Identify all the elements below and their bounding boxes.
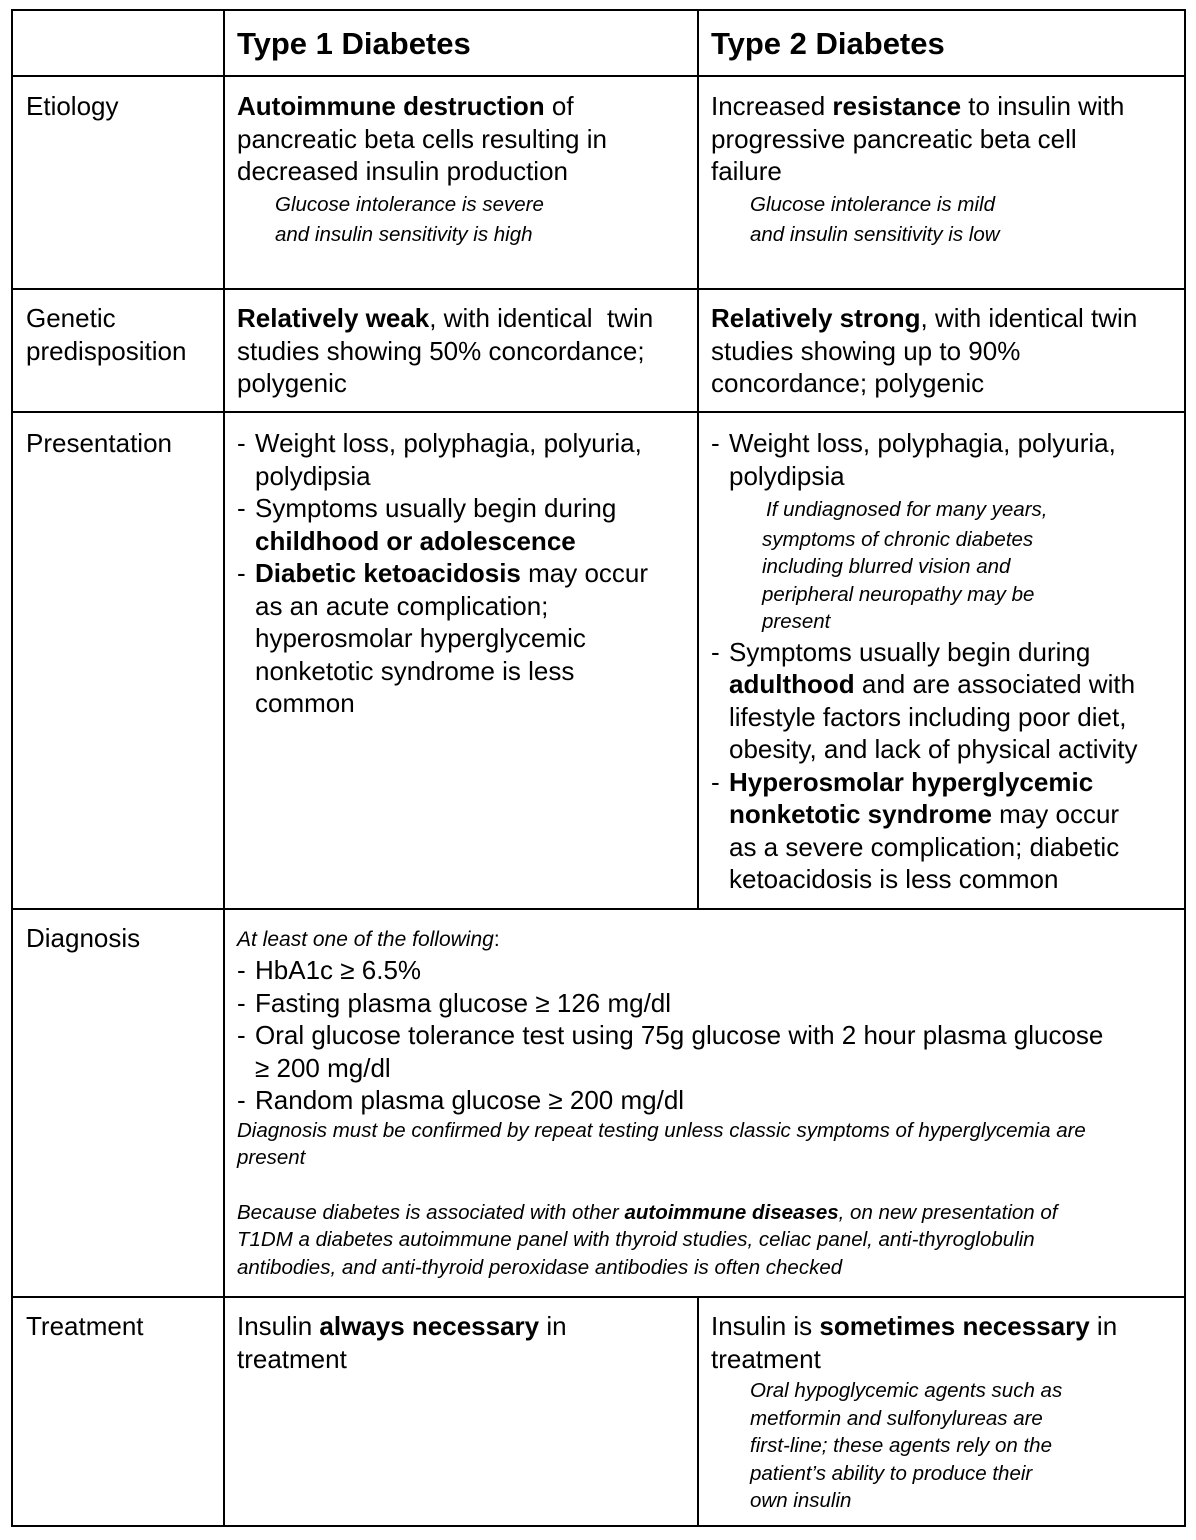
text-span: , with identical twin [429,303,654,333]
italic-note [237,191,687,249]
bold-term: Diabetic ketoacidosis [255,558,521,588]
genetic-label-line: predisposition [26,335,187,366]
italic-note [711,191,1181,249]
text-line [729,668,1181,701]
text-line: progressive pancreatic beta cell [711,123,1077,154]
text-line [237,302,687,335]
text-line: studies showing up to 90% [711,335,1021,366]
note-line: metformin and sulfonylureas are [750,1406,1043,1430]
diagnosis-content [237,926,1177,1281]
text-line: - Symptoms usually begin during [255,493,617,523]
header-type2 [711,24,945,64]
header-type1 [237,24,471,64]
text-span: may occur [991,799,1120,829]
bold-term: always necessary [319,1311,540,1341]
note-line: Diagnosis must be confirmed by repeat testing unless classic symptoms of hyperglycemia are [237,1118,1086,1142]
note-line: Glucose intolerance is mild [750,192,995,216]
text-line: - Oral glucose tolerance test using 75g glucose with 2 hour plasma glucose [255,1020,1104,1050]
text-line: pancreatic beta cells resulting in [237,123,607,154]
diagnosis-criterion: - Fasting plasma glucose ≥ 126 mg/dl [237,987,1177,1020]
confirm-note [237,1117,1177,1172]
text-line: failure [711,156,782,186]
header-type1-label: Type 1 Diabetes [237,26,471,61]
genetic-type2 [711,302,1181,400]
text-line: common [255,688,355,718]
diagnosis-criterion: - HbA1c ≥ 6.5% [237,954,1177,987]
note-line: first-line; these agents rely on the [750,1434,1052,1457]
table-border-right [1184,9,1186,1527]
bold-term: Autoimmune destruction [237,91,545,121]
text-line: polydipsia [255,460,371,491]
italic-note [711,1377,1181,1515]
text-line [237,1310,687,1343]
text-line [255,525,692,558]
etiology-type1 [237,90,687,249]
presentation-label: Presentation [26,428,172,458]
diagnosis-label: Diagnosis [26,923,141,953]
etiology-type2 [711,90,1181,249]
etiology-label: Etiology [26,91,119,121]
text-line: - Weight loss, polyphagia, polyuria, [255,428,642,458]
table-border-top [11,9,1186,11]
text-line: ketoacidosis is less common [729,864,1059,894]
row-divider [11,288,1186,290]
text-line: decreased insulin production [237,156,568,186]
header-type2-label: Type 2 Diabetes [711,26,945,61]
text-line: concordance; polygenic [711,368,985,398]
bold-term: Hyperosmolar hyperglycemic [729,766,1094,797]
list-item [711,636,1181,766]
row-divider [11,75,1186,77]
text-line: - Weight loss, polyphagia, polyuria, [729,428,1116,458]
text-span: to insulin with [961,91,1125,121]
row-label-genetic [26,302,186,367]
note-line: and insulin sensitivity is high [275,223,533,246]
treatment-type1 [237,1310,687,1375]
list-item [711,427,1181,492]
text-span: of [544,91,574,121]
note-line: own insulin [750,1489,852,1512]
presentation-type1 [237,427,692,720]
note-line [237,1199,1177,1227]
text-span: Increased [711,91,833,121]
text-line: hyperosmolar hyperglycemic [255,623,586,653]
column-divider [223,9,225,1527]
column-divider [697,1296,699,1527]
text-span: : [493,928,500,951]
note-line: including blurred vision and [762,555,1011,578]
table-border-left [11,9,13,1527]
text-line: polygenic [237,368,347,398]
text-span: , on new presentation of [838,1200,1058,1224]
genetic-label-line: Genetic [26,303,116,333]
presentation-type2 [711,427,1181,896]
note-line: and insulin sensitivity is low [750,223,1000,246]
list-item [237,427,692,492]
note-line: peripheral neuropathy may be [762,582,1035,606]
note-line: T1DM a diabetes autoimmune panel with thyroid studies, celiac panel, anti-thyroglobulin [237,1228,1035,1251]
autoimmune-note [237,1199,1177,1282]
text-line [255,557,692,590]
text-span: Insulin [237,1311,320,1341]
note-line: present [237,1146,306,1169]
note-line: antibodies, and anti-thyroid peroxidase antibodies is often checked [237,1255,843,1279]
note-line: Oral hypoglycemic agents such as [750,1379,1063,1402]
list-item [237,557,692,720]
row-label-treatment [26,1310,144,1343]
diagnosis-criterion [237,1019,1177,1084]
row-label-diagnosis [26,922,140,955]
text-line: ≥ 200 mg/dl [255,1052,391,1083]
text-line: treatment [237,1343,347,1374]
list-item [711,766,1181,896]
text-span: Because diabetes is associated with other [237,1200,625,1224]
note-line: patient’s ability to produce their [750,1461,1033,1485]
bold-term: Relatively strong [711,303,921,333]
table-border-bottom [11,1525,1186,1527]
note-line: Glucose intolerance is severe [275,192,544,216]
row-divider [11,411,1186,413]
bold-term: nonketotic syndrome [729,799,992,829]
text-line: studies showing 50% concordance; [237,335,645,366]
text-line: nonketotic syndrome is less [255,655,575,686]
text-line: treatment [711,1343,821,1374]
text-span: Insulin is [711,1311,820,1341]
diagnosis-criterion: - Random plasma glucose ≥ 200 mg/dl [237,1084,1177,1117]
text-span: may occur [520,558,649,588]
row-divider [11,1296,1186,1298]
text-span: in [539,1311,567,1341]
text-line [711,90,1181,123]
row-divider [11,908,1186,910]
text-span: At least one of the following [237,928,494,951]
text-span: , with identical twin [920,303,1138,333]
list-item [237,492,692,557]
bold-term: childhood or adolescence [255,525,576,556]
text-line: - Symptoms usually begin during [729,636,1091,667]
genetic-type1 [237,302,687,400]
text-line: as an acute complication; [255,590,549,621]
treatment-type2 [711,1310,1181,1515]
text-line: obesity, and lack of physical activity [729,734,1138,764]
text-line [729,766,1181,799]
note-line: symptoms of chronic diabetes [762,527,1034,551]
bold-term: Relatively weak [237,303,430,333]
text-line: as a severe complication; diabetic [729,831,1120,862]
text-line [237,90,687,123]
bold-term: resistance [832,91,962,121]
note-line: present [762,610,831,633]
text-span: in [1089,1311,1118,1341]
bold-term: autoimmune diseases [624,1200,839,1224]
column-divider [697,9,699,909]
row-label-etiology [26,90,119,123]
bold-term: adulthood [729,669,855,699]
diagnosis-intro [237,926,1177,954]
note-line: If undiagnosed for many years, [766,498,1048,521]
text-line [729,798,1181,831]
treatment-label: Treatment [26,1311,144,1341]
text-line: lifestyle factors including poor diet, [729,701,1127,732]
text-line [711,302,1181,335]
text-line [711,1310,1181,1343]
italic-note [711,496,1181,636]
bold-term: sometimes necessary [819,1311,1090,1341]
row-label-presentation [26,427,172,460]
text-span: and are associated with [854,669,1136,699]
text-line: polydipsia [729,460,845,491]
